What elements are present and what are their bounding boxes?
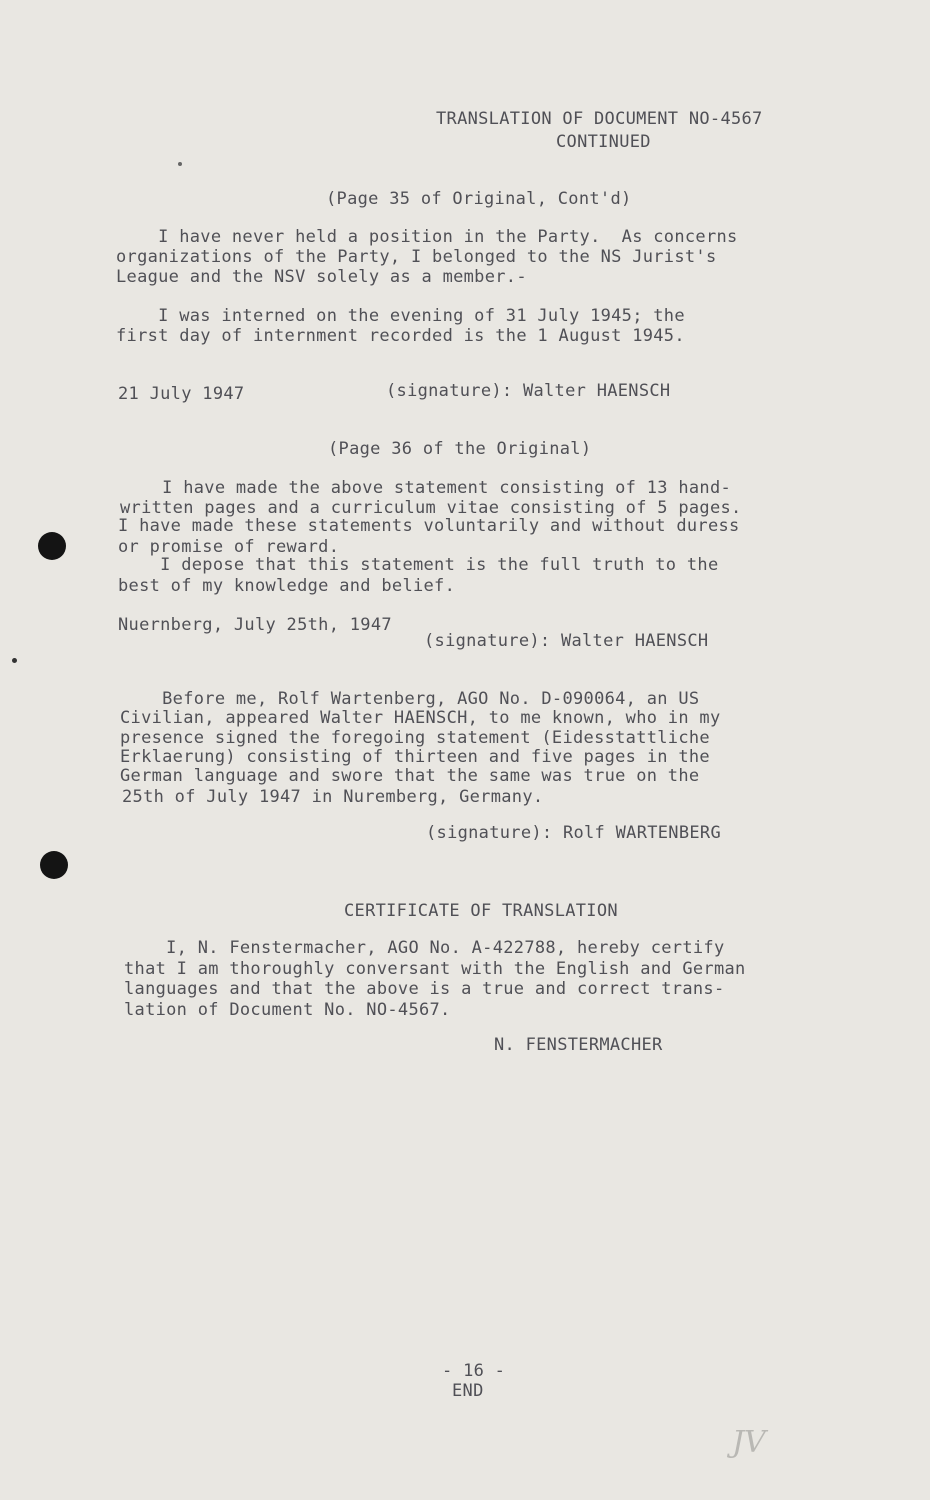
ink-speck [12,658,17,663]
punch-hole-upper [38,532,66,560]
end-marker: END [452,1381,484,1401]
text-line: I, N. Fenstermacher, AGO No. A-422788, hereby certify [124,938,725,958]
signature-line: (signature): Walter HAENSCH [386,381,671,401]
text-line: first day of internment recorded is the 1 August 1945. [116,326,685,346]
page-reference: (Page 36 of the Original) [328,439,592,459]
statement-date: 21 July 1947 [118,384,245,404]
text-line: or promise of reward. [118,537,340,557]
document-title: TRANSLATION OF DOCUMENT NO-4567 [436,109,763,129]
text-line: organizations of the Party, I belonged to the NS Jurist's [116,247,717,267]
handwritten-initials: JV [732,1425,766,1460]
text-line: I have never held a position in the Party. As concerns [116,227,738,247]
signature-line: (signature): Rolf WARTENBERG [426,823,721,843]
punch-hole-lower [40,851,68,879]
text-line: I have made these statements voluntarily and without duress [118,516,740,536]
text-line: Erklaerung) consisting of thirteen and five pages in the [120,747,710,767]
text-line: German language and swore that the same was true on the [120,766,700,786]
document-subtitle: CONTINUED [556,132,651,152]
place-date: Nuernberg, July 25th, 1947 [118,615,392,635]
text-line: languages and that the above is a true and correct trans- [124,979,725,999]
ink-speck [178,162,182,166]
text-line: Before me, Rolf Wartenberg, AGO No. D-090064, an US [120,689,700,709]
text-line: presence signed the foregoing statement (Eidesstattliche [120,728,710,748]
certificate-title: CERTIFICATE OF TRANSLATION [344,901,618,921]
text-line: best of my knowledge and belief. [118,576,456,596]
text-line: 25th of July 1947 in Nuremberg, Germany. [122,787,544,807]
text-line: Civilian, appeared Walter HAENSCH, to me known, who in my [120,708,721,728]
text-line: I have made the above statement consisting of 13 hand- [120,478,732,498]
text-line: League and the NSV solely as a member.- [116,267,527,287]
text-line: that I am thoroughly conversant with the English and German [124,959,746,979]
text-line: lation of Document No. NO-4567. [124,1000,451,1020]
text-line: I depose that this statement is the full truth to the [118,555,719,575]
text-line: written pages and a curriculum vitae consisting of 5 pages. [120,498,742,518]
page-number: - 16 - [442,1361,506,1381]
text-line: I was interned on the evening of 31 July 1945; the [116,306,685,326]
translator-signature: N. FENSTERMACHER [494,1035,663,1055]
signature-line: (signature): Walter HAENSCH [424,631,709,651]
page-reference: (Page 35 of Original, Cont'd) [326,189,632,209]
